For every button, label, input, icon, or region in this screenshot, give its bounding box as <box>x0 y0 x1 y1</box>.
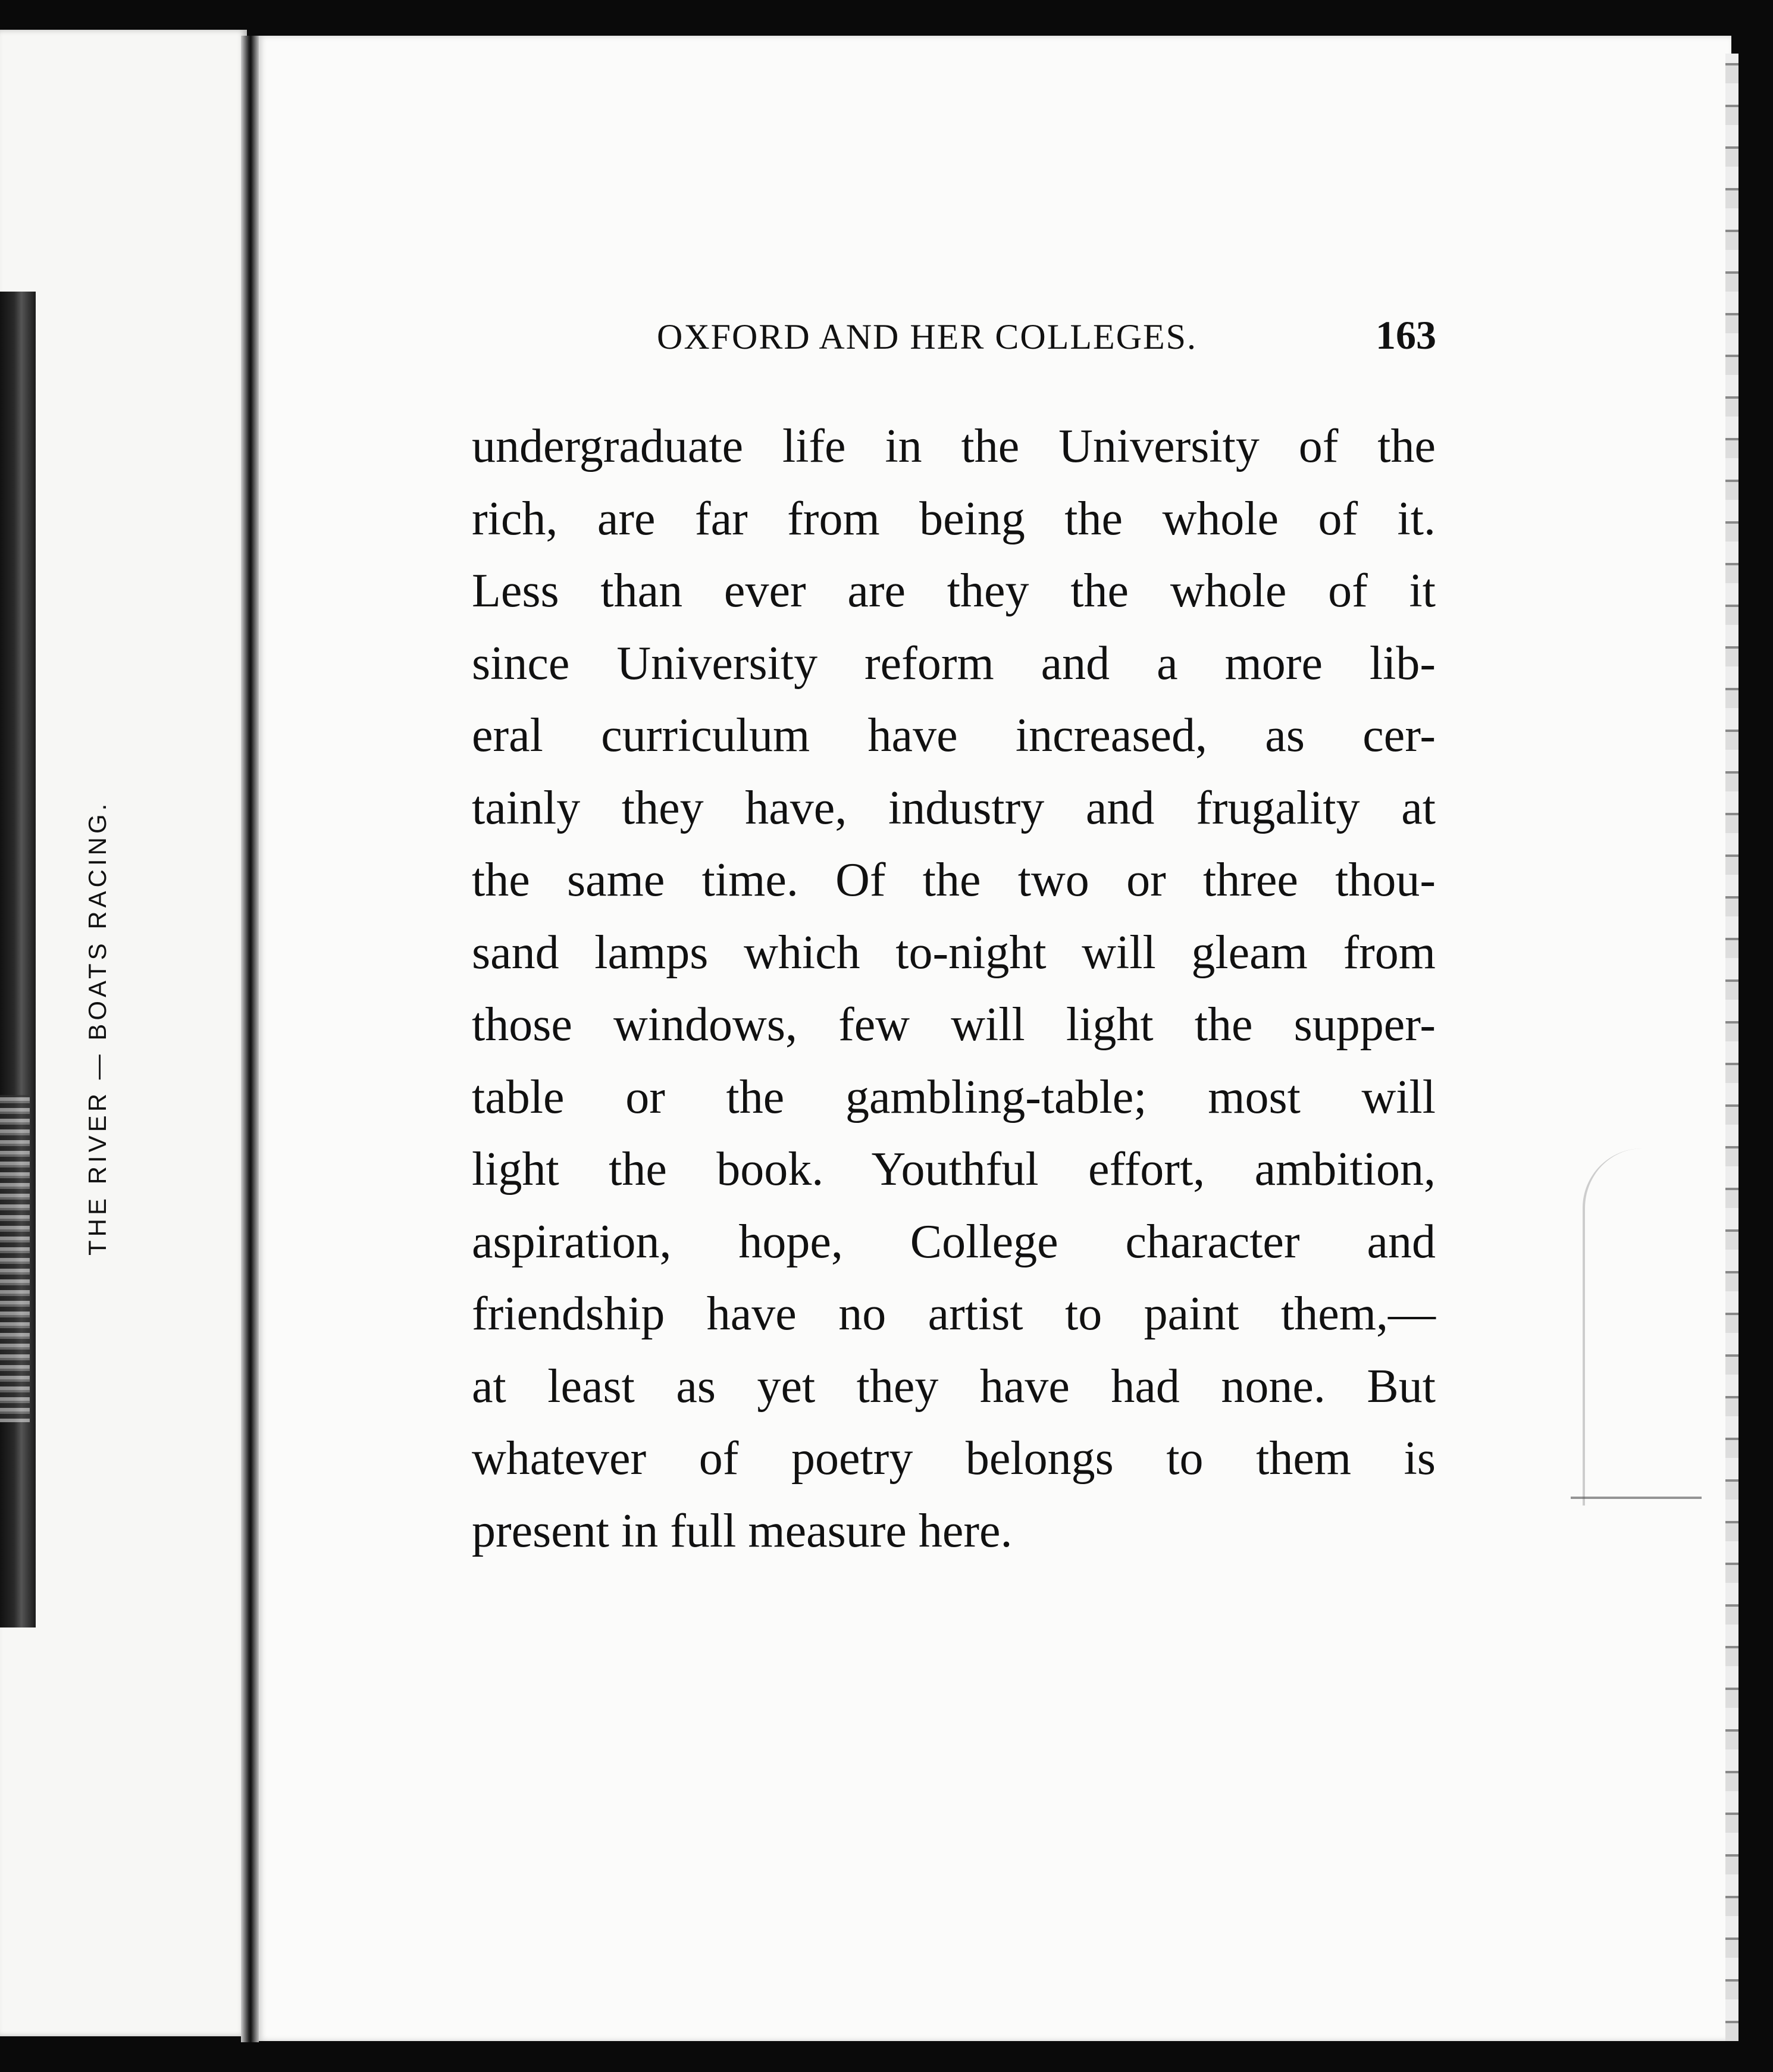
text-line: at least as yet they have had none. But <box>472 1360 1436 1413</box>
text-line: since University reform and a more lib- <box>472 637 1436 690</box>
text-line: those windows, few will light the supper- <box>472 999 1436 1051</box>
running-head <box>657 312 1436 364</box>
facing-plate-page <box>0 30 247 2036</box>
page-number: 163 <box>1376 312 1436 358</box>
text-line: whatever of poetry belongs to them is <box>472 1432 1436 1485</box>
paper-stain <box>1583 1148 1704 1506</box>
margin-mark <box>1571 1497 1702 1499</box>
plate-image-texture <box>0 1095 30 1422</box>
text-line: light the book. Youthful effort, ambition, <box>472 1143 1436 1195</box>
text-line: rich, are far from being the whole of it. <box>472 492 1436 545</box>
text-line: undergraduate life in the University of the <box>472 420 1436 472</box>
text-line: Less than ever are they the whole of it <box>472 565 1436 617</box>
running-title: OXFORD AND HER COLLEGES. <box>657 317 1198 356</box>
text-line: present in full measure here. <box>472 1504 1013 1557</box>
text-line: the same time. Of the two or three thou- <box>472 854 1436 906</box>
text-line: sand lamps which to-night will gleam from <box>472 926 1436 979</box>
body-paragraph <box>472 411 1436 1567</box>
text-line: friendship have no artist to paint them,— <box>472 1288 1436 1340</box>
text-line: table or the gambling-table; most will <box>472 1071 1436 1123</box>
text-line: eral curriculum have increased, as cer- <box>472 709 1436 762</box>
text-line: aspiration, hope, College character and <box>472 1215 1436 1268</box>
text-line: tainly they have, industry and frugality at <box>472 781 1436 834</box>
book-gutter <box>241 36 259 2042</box>
plate-caption: THE RIVER — BOATS RACING. <box>83 800 111 1256</box>
page-edge <box>1725 54 1738 2041</box>
plate-image-edge <box>0 292 36 1627</box>
